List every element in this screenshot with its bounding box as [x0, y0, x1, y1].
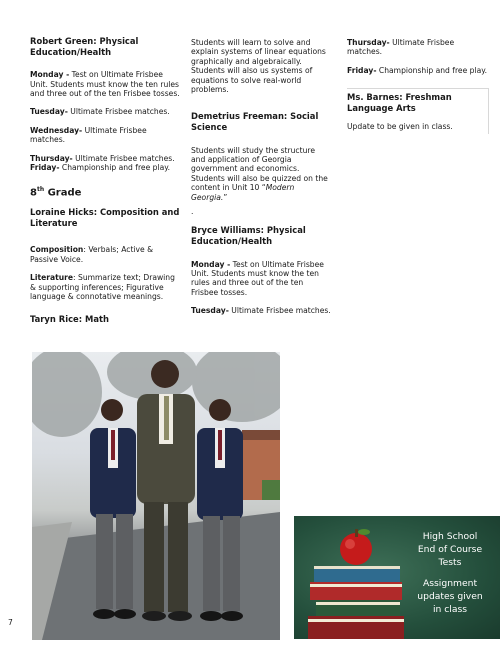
day-label: Thursday- — [347, 38, 390, 47]
math-description: Students will learn to solve and explain systems of linear equations graphically and algebraically. Students will also us systems of equations to solve real-world problems. — [191, 38, 326, 95]
day-label: Friday- — [347, 65, 377, 75]
day-label: Tuesday- — [191, 306, 229, 316]
loraine-hicks-heading: Loraine Hicks: Composition and Literature — [30, 207, 180, 228]
closing-quote: ” — [223, 192, 228, 202]
entry-text: : Summarize text; Drawing & supporting inferences; Figurative language & connotative meanings. — [30, 273, 175, 301]
lh-literature-entry — [30, 273, 180, 301]
demetrius-freeman-heading: Demetrius Freeman: Social Science — [191, 111, 319, 133]
bw-tuesday-entry — [191, 306, 331, 315]
end-of-course-graphic — [294, 516, 500, 639]
literature-label: Literature — [30, 273, 74, 283]
entry-text: Test on Ultimate Frisbee Unit. Students must know the ten rules and three out of the ten Frisbee tosses. — [191, 259, 324, 297]
students-photo — [32, 352, 280, 640]
robert-green-heading: Robert Green: Physical Education/Health — [30, 36, 139, 57]
eoc-line: in class — [432, 604, 468, 615]
lh-composition-entry — [30, 245, 180, 264]
entry-text: Students will study the structure and application of Georgia government and economics. Students will also be quizzed on the content in Unit 10 “ — [191, 145, 328, 193]
eoc-line: Tests — [438, 557, 462, 568]
grade-suffix: th — [36, 186, 45, 194]
entry-text: Ultimate Frisbee matches. — [228, 306, 331, 316]
entry-text: : Verbals; Active & Passive Voice. — [30, 245, 154, 264]
bryce-williams-heading: Bryce Williams: Physical Education/Health — [191, 225, 306, 247]
c3-thursday-entry — [347, 38, 489, 57]
rg-friday-entry — [30, 163, 180, 172]
social-science-description — [191, 146, 331, 202]
eoc-line: Assignment — [422, 578, 478, 589]
entry-text: Ultimate Frisbee matches. — [347, 38, 455, 57]
page-number: 7 — [8, 618, 13, 627]
unit-title: Modern Georgia. — [191, 183, 295, 202]
day-label: Tuesday- — [30, 107, 68, 117]
grade-word: Grade — [44, 187, 82, 199]
rg-monday-entry — [30, 70, 180, 98]
entry-text: Championship and free play. — [376, 65, 488, 75]
c3-friday-entry — [347, 66, 489, 75]
day-label: Friday- — [30, 163, 60, 173]
rg-thursday-entry — [30, 154, 180, 163]
eoc-line: End of Course — [417, 544, 483, 555]
day-label: Monday - — [30, 70, 70, 80]
photo-illustration — [32, 352, 280, 640]
entry-text: Ultimate Frisbee matches. — [67, 107, 170, 117]
rg-wednesday-entry — [30, 126, 180, 145]
ms-barnes-box — [347, 88, 489, 134]
entry-text: Championship and free play. — [59, 163, 171, 173]
stray-period: . — [191, 207, 194, 217]
grade-heading — [30, 185, 180, 198]
composition-label: Composition — [30, 245, 84, 255]
column-right — [347, 38, 489, 134]
eoc-line: High School — [422, 531, 478, 542]
taryn-rice-heading: Taryn Rice: Math — [30, 314, 109, 325]
entry-text: Ultimate Frisbee matches. — [72, 153, 175, 163]
day-label: Monday - — [191, 259, 231, 269]
column-middle — [191, 38, 331, 316]
eoc-line: updates given — [417, 591, 483, 602]
ms-barnes-text: Update to be given in class. — [347, 122, 453, 132]
day-label: Wednesday- — [30, 125, 83, 135]
ms-barnes-heading: Ms. Barnes: Freshman Language Arts — [347, 92, 452, 113]
bw-monday-entry — [191, 260, 331, 298]
grade-number: 8 — [30, 187, 37, 199]
day-label: Thursday- — [30, 153, 73, 163]
entry-text: Ultimate Frisbee matches. — [30, 125, 147, 145]
column-left — [30, 36, 180, 325]
rg-tuesday-entry — [30, 107, 180, 116]
eoc-caption — [402, 530, 498, 616]
entry-text: Test on Ultimate Frisbee Unit. Students must know the ten rules and three out of the ten Frisbee tosses. — [30, 70, 180, 98]
